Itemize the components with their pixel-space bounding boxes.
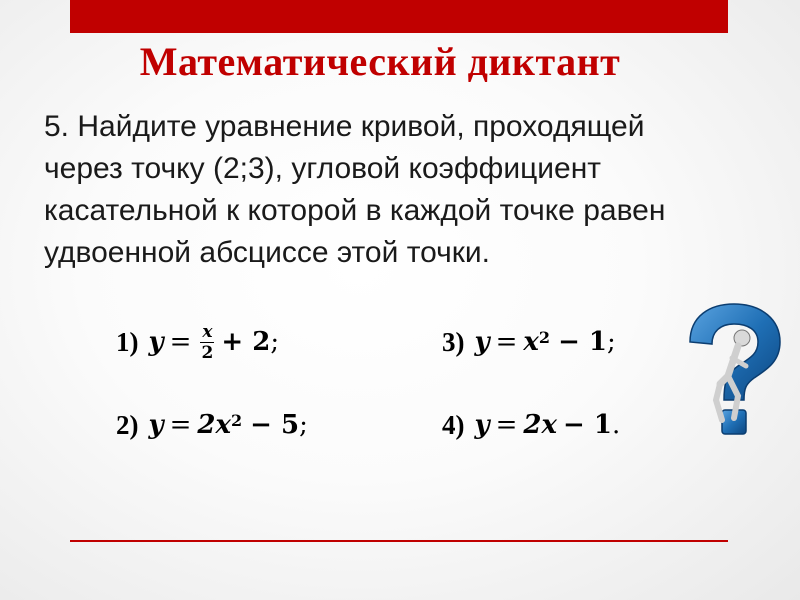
slide-title: Математический диктант: [139, 39, 621, 84]
answer-term: 2x: [197, 410, 231, 440]
problem-line: 5. Найдите уравнение кривой, проходящей: [44, 110, 645, 143]
problem-text: [44, 106, 744, 274]
answer-eq: =: [495, 327, 518, 357]
answer-number: 4): [442, 409, 465, 440]
answer-eq: =: [169, 327, 192, 357]
answer-term: 2x: [523, 410, 557, 440]
answer-number: 3): [442, 326, 465, 357]
answer-eq: =: [495, 410, 518, 440]
answer-var: y: [148, 410, 164, 440]
answer-var: y: [148, 327, 164, 357]
fraction-numerator: x: [202, 321, 213, 342]
answer-var: y: [474, 410, 490, 440]
answer-eq: =: [169, 410, 192, 440]
answer-rest: − 1: [563, 410, 612, 440]
answer-option-2[interactable]: 2) y = 2x $^2$ − 5 ;: [116, 409, 308, 440]
answer-term: x: [523, 327, 539, 357]
answer-number: 1): [116, 326, 139, 357]
answer-end: ;: [299, 410, 308, 440]
problem-line: через точку (2;3), угловой коэффициент: [44, 152, 602, 185]
question-mark-figure-icon: [676, 300, 786, 442]
answer-option-1[interactable]: [116, 312, 279, 372]
answer-option-3[interactable]: 3) y = x $^2$ − 1 ;: [442, 326, 616, 357]
answer-end: ;: [270, 327, 280, 357]
answer-number: 2): [116, 409, 139, 440]
answer-fraction: [200, 323, 214, 362]
answer-rest: − 5: [250, 410, 300, 440]
bottom-divider: [70, 540, 728, 542]
fraction-denominator: 2: [201, 342, 214, 363]
top-accent-bar: [70, 0, 728, 33]
answer-option-4[interactable]: [442, 395, 620, 455]
answer-end: .: [611, 410, 621, 440]
answer-end: ;: [607, 327, 616, 357]
answer-var: y: [474, 327, 490, 357]
answer-rest: + 2: [221, 327, 271, 357]
answer-rest: − 1: [558, 327, 607, 357]
problem-line: касательной к которой в каждой точке равен: [44, 194, 666, 227]
problem-line: удвоенной абсциссе этой точки.: [44, 236, 490, 269]
